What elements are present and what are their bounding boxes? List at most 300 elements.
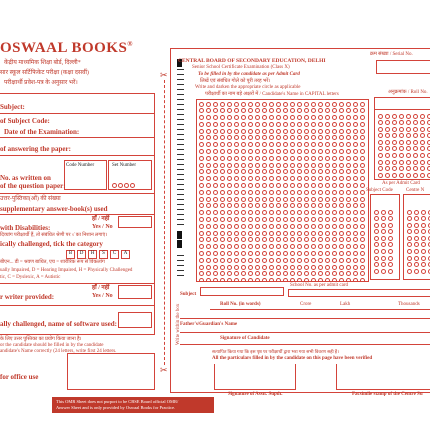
name-bubble[interactable] bbox=[269, 203, 274, 208]
name-bubble[interactable] bbox=[339, 142, 344, 147]
name-bubble[interactable] bbox=[297, 115, 302, 120]
name-bubble[interactable] bbox=[213, 156, 218, 161]
name-bubble[interactable] bbox=[227, 190, 232, 195]
name-bubble[interactable] bbox=[360, 142, 365, 147]
name-bubble[interactable] bbox=[283, 197, 288, 202]
name-bubble[interactable] bbox=[241, 163, 246, 168]
name-bubble[interactable] bbox=[241, 108, 246, 113]
name-bubble[interactable] bbox=[248, 115, 253, 120]
name-bubble[interactable] bbox=[332, 129, 337, 134]
name-bubble[interactable] bbox=[283, 203, 288, 208]
name-bubble[interactable] bbox=[262, 190, 267, 195]
name-bubble[interactable] bbox=[206, 169, 211, 174]
name-bubble[interactable] bbox=[241, 135, 246, 140]
name-bubble[interactable] bbox=[332, 224, 337, 229]
name-bubble[interactable] bbox=[360, 210, 365, 215]
name-bubble[interactable] bbox=[227, 149, 232, 154]
name-bubble[interactable] bbox=[234, 169, 239, 174]
centre-bubble[interactable] bbox=[407, 210, 412, 215]
name-bubble[interactable] bbox=[339, 108, 344, 113]
roll-bubble[interactable] bbox=[385, 173, 390, 178]
name-bubble[interactable] bbox=[227, 122, 232, 127]
name-bubble[interactable] bbox=[311, 122, 316, 127]
name-bubble[interactable] bbox=[353, 135, 358, 140]
name-bubble[interactable] bbox=[276, 197, 281, 202]
name-bubble[interactable] bbox=[213, 217, 218, 222]
name-bubble[interactable] bbox=[241, 156, 246, 161]
centre-bubble[interactable] bbox=[421, 216, 426, 221]
name-bubble[interactable] bbox=[213, 244, 218, 249]
name-bubble[interactable] bbox=[290, 278, 295, 282]
name-bubble[interactable] bbox=[346, 122, 351, 127]
name-bubble[interactable] bbox=[206, 237, 211, 242]
name-bubble[interactable] bbox=[346, 163, 351, 168]
name-bubble[interactable] bbox=[276, 149, 281, 154]
name-bubble[interactable] bbox=[255, 176, 260, 181]
roll-bubble[interactable] bbox=[420, 140, 425, 145]
name-bubble[interactable] bbox=[234, 142, 239, 147]
name-bubble[interactable] bbox=[262, 258, 267, 263]
name-bubble[interactable] bbox=[255, 265, 260, 270]
name-bubble[interactable] bbox=[311, 156, 316, 161]
name-bubble[interactable] bbox=[311, 108, 316, 113]
name-bubble[interactable] bbox=[206, 102, 211, 107]
name-bubble[interactable] bbox=[339, 190, 344, 195]
name-bubble[interactable] bbox=[262, 115, 267, 120]
name-bubble[interactable] bbox=[346, 176, 351, 181]
name-bubble[interactable] bbox=[206, 203, 211, 208]
roll-bubble[interactable] bbox=[392, 153, 397, 158]
name-bubble[interactable] bbox=[276, 231, 281, 236]
name-bubble[interactable] bbox=[241, 190, 246, 195]
category-b[interactable]: B bbox=[66, 250, 75, 259]
name-bubble[interactable] bbox=[325, 142, 330, 147]
roll-bubble[interactable] bbox=[378, 140, 383, 145]
name-bubble[interactable] bbox=[227, 115, 232, 120]
serial-box[interactable] bbox=[376, 60, 430, 74]
name-bubble[interactable] bbox=[325, 149, 330, 154]
name-bubble[interactable] bbox=[248, 231, 253, 236]
name-bubble[interactable] bbox=[325, 115, 330, 120]
name-bubble[interactable] bbox=[220, 156, 225, 161]
name-bubble[interactable] bbox=[325, 217, 330, 222]
name-bubble[interactable] bbox=[241, 149, 246, 154]
name-bubble[interactable] bbox=[283, 163, 288, 168]
name-bubble[interactable] bbox=[276, 156, 281, 161]
name-bubble[interactable] bbox=[234, 135, 239, 140]
name-bubble[interactable] bbox=[290, 149, 295, 154]
roll-bubble[interactable] bbox=[385, 114, 390, 119]
name-bubble[interactable] bbox=[276, 251, 281, 256]
name-bubble[interactable] bbox=[297, 237, 302, 242]
name-bubble[interactable] bbox=[360, 197, 365, 202]
name-bubble[interactable] bbox=[255, 237, 260, 242]
name-bubble[interactable] bbox=[269, 115, 274, 120]
name-bubble[interactable] bbox=[304, 129, 309, 134]
name-bubble[interactable] bbox=[346, 271, 351, 276]
roll-bubble[interactable] bbox=[392, 140, 397, 145]
name-bubble[interactable] bbox=[346, 217, 351, 222]
name-bubble[interactable] bbox=[311, 217, 316, 222]
name-bubble[interactable] bbox=[346, 244, 351, 249]
name-bubble[interactable] bbox=[199, 108, 204, 113]
name-bubble[interactable] bbox=[227, 163, 232, 168]
name-bubble[interactable] bbox=[269, 278, 274, 282]
roll-bubble[interactable] bbox=[378, 166, 383, 171]
name-bubble[interactable] bbox=[234, 251, 239, 256]
name-bubble[interactable] bbox=[297, 210, 302, 215]
name-bubble[interactable] bbox=[199, 163, 204, 168]
name-bubble[interactable] bbox=[227, 251, 232, 256]
name-bubble[interactable] bbox=[325, 156, 330, 161]
name-bubble[interactable] bbox=[262, 149, 267, 154]
roll-bubble[interactable] bbox=[427, 173, 430, 178]
school-no-field[interactable] bbox=[288, 289, 430, 297]
name-bubble[interactable] bbox=[297, 278, 302, 282]
name-bubble[interactable] bbox=[290, 108, 295, 113]
roll-bubble[interactable] bbox=[392, 120, 397, 125]
name-bubble[interactable] bbox=[339, 115, 344, 120]
name-bubble[interactable] bbox=[311, 224, 316, 229]
name-bubble[interactable] bbox=[332, 251, 337, 256]
name-bubble[interactable] bbox=[318, 265, 323, 270]
name-bubble[interactable] bbox=[241, 102, 246, 107]
name-bubble[interactable] bbox=[353, 231, 358, 236]
name-bubble[interactable] bbox=[206, 129, 211, 134]
name-bubble[interactable] bbox=[234, 244, 239, 249]
name-bubble[interactable] bbox=[269, 210, 274, 215]
name-bubble[interactable] bbox=[318, 197, 323, 202]
name-bubble[interactable] bbox=[346, 135, 351, 140]
name-bubble[interactable] bbox=[255, 135, 260, 140]
name-bubble[interactable] bbox=[248, 217, 253, 222]
name-bubble[interactable] bbox=[332, 163, 337, 168]
subject-code-bubble[interactable] bbox=[374, 262, 379, 267]
name-bubble[interactable] bbox=[318, 271, 323, 276]
name-bubble[interactable] bbox=[304, 217, 309, 222]
name-bubble[interactable] bbox=[311, 142, 316, 147]
roll-bubble[interactable] bbox=[427, 114, 430, 119]
name-bubble[interactable] bbox=[290, 169, 295, 174]
name-bubble[interactable] bbox=[311, 237, 316, 242]
name-bubble[interactable] bbox=[199, 115, 204, 120]
name-bubble[interactable] bbox=[346, 237, 351, 242]
name-bubble[interactable] bbox=[248, 210, 253, 215]
name-bubble[interactable] bbox=[206, 108, 211, 113]
name-bubble[interactable] bbox=[318, 203, 323, 208]
name-bubble[interactable] bbox=[304, 203, 309, 208]
name-bubble[interactable] bbox=[199, 210, 204, 215]
subject-code-bubble[interactable] bbox=[388, 223, 393, 228]
name-bubble[interactable] bbox=[234, 190, 239, 195]
name-bubble[interactable] bbox=[346, 149, 351, 154]
name-bubble[interactable] bbox=[220, 237, 225, 242]
name-bubble[interactable] bbox=[283, 244, 288, 249]
name-bubble[interactable] bbox=[304, 251, 309, 256]
name-bubble[interactable] bbox=[220, 190, 225, 195]
name-bubble[interactable] bbox=[276, 258, 281, 263]
name-bubble[interactable] bbox=[290, 203, 295, 208]
name-bubble[interactable] bbox=[325, 190, 330, 195]
name-bubble[interactable] bbox=[206, 265, 211, 270]
name-bubble[interactable] bbox=[360, 271, 365, 276]
name-bubble[interactable] bbox=[276, 169, 281, 174]
name-bubble[interactable] bbox=[297, 203, 302, 208]
name-bubble[interactable] bbox=[283, 258, 288, 263]
roll-bubble[interactable] bbox=[392, 133, 397, 138]
name-bubble[interactable] bbox=[248, 271, 253, 276]
name-bubble[interactable] bbox=[360, 169, 365, 174]
name-bubble[interactable] bbox=[290, 258, 295, 263]
name-bubble[interactable] bbox=[206, 231, 211, 236]
roll-bubble[interactable] bbox=[378, 133, 383, 138]
name-bubble[interactable] bbox=[234, 231, 239, 236]
name-bubble[interactable] bbox=[248, 129, 253, 134]
centre-bubble[interactable] bbox=[421, 256, 426, 261]
name-bubble[interactable] bbox=[318, 258, 323, 263]
name-bubble[interactable] bbox=[311, 258, 316, 263]
name-bubble[interactable] bbox=[206, 115, 211, 120]
subject-code-bubble[interactable] bbox=[381, 229, 386, 234]
name-bubble[interactable] bbox=[213, 122, 218, 127]
name-bubble[interactable] bbox=[346, 115, 351, 120]
name-bubble[interactable] bbox=[262, 271, 267, 276]
name-bubble[interactable] bbox=[220, 135, 225, 140]
name-bubble[interactable] bbox=[248, 190, 253, 195]
name-bubble[interactable] bbox=[283, 251, 288, 256]
name-bubble[interactable] bbox=[318, 217, 323, 222]
name-bubble[interactable] bbox=[304, 176, 309, 181]
centre-bubble[interactable] bbox=[421, 223, 426, 228]
name-bubble[interactable] bbox=[234, 265, 239, 270]
name-bubble[interactable] bbox=[255, 203, 260, 208]
name-bubble[interactable] bbox=[220, 210, 225, 215]
roll-bubble[interactable] bbox=[413, 173, 418, 178]
name-bubble[interactable] bbox=[304, 149, 309, 154]
name-bubble[interactable] bbox=[283, 278, 288, 282]
name-bubble[interactable] bbox=[199, 203, 204, 208]
name-bubble[interactable] bbox=[360, 122, 365, 127]
name-bubble[interactable] bbox=[311, 271, 316, 276]
name-bubble[interactable] bbox=[213, 237, 218, 242]
roll-bubble[interactable] bbox=[413, 133, 418, 138]
roll-bubble[interactable] bbox=[406, 173, 411, 178]
name-bubble[interactable] bbox=[241, 142, 246, 147]
name-bubble[interactable] bbox=[283, 122, 288, 127]
name-bubble[interactable] bbox=[227, 265, 232, 270]
set-bubble-1[interactable] bbox=[112, 183, 117, 188]
name-bubble[interactable] bbox=[213, 149, 218, 154]
name-bubble[interactable] bbox=[318, 135, 323, 140]
name-bubble[interactable] bbox=[269, 251, 274, 256]
name-bubble[interactable] bbox=[283, 224, 288, 229]
name-bubble[interactable] bbox=[213, 251, 218, 256]
name-bubble[interactable] bbox=[269, 258, 274, 263]
centre-bubble[interactable] bbox=[421, 249, 426, 254]
name-bubble[interactable] bbox=[304, 210, 309, 215]
name-bubble[interactable] bbox=[276, 108, 281, 113]
name-bubble[interactable] bbox=[353, 142, 358, 147]
name-bubble[interactable] bbox=[318, 149, 323, 154]
subject-code-bubble[interactable] bbox=[381, 236, 386, 241]
centre-bubble[interactable] bbox=[407, 242, 412, 247]
name-bubble[interactable] bbox=[332, 197, 337, 202]
name-bubble[interactable] bbox=[332, 169, 337, 174]
roll-bubble[interactable] bbox=[399, 120, 404, 125]
name-bubble[interactable] bbox=[262, 237, 267, 242]
name-bubble[interactable] bbox=[262, 122, 267, 127]
name-bubble[interactable] bbox=[241, 169, 246, 174]
name-bubble[interactable] bbox=[297, 135, 302, 140]
name-bubble[interactable] bbox=[255, 224, 260, 229]
name-bubble[interactable] bbox=[360, 135, 365, 140]
name-bubble[interactable] bbox=[346, 258, 351, 263]
name-bubble[interactable] bbox=[325, 169, 330, 174]
name-bubble[interactable] bbox=[304, 142, 309, 147]
name-bubble[interactable] bbox=[332, 156, 337, 161]
name-bubble[interactable] bbox=[227, 129, 232, 134]
name-bubble[interactable] bbox=[283, 231, 288, 236]
name-bubble[interactable] bbox=[283, 129, 288, 134]
name-bubble[interactable] bbox=[234, 129, 239, 134]
name-bubble[interactable] bbox=[206, 183, 211, 188]
name-bubble[interactable] bbox=[304, 102, 309, 107]
name-bubble[interactable] bbox=[220, 102, 225, 107]
name-bubble[interactable] bbox=[255, 210, 260, 215]
software-box[interactable] bbox=[118, 312, 152, 328]
name-bubble[interactable] bbox=[353, 122, 358, 127]
name-bubble[interactable] bbox=[248, 135, 253, 140]
name-bubble[interactable] bbox=[290, 190, 295, 195]
name-bubble[interactable] bbox=[241, 122, 246, 127]
name-bubble[interactable] bbox=[227, 224, 232, 229]
name-bubble[interactable] bbox=[241, 251, 246, 256]
name-bubble[interactable] bbox=[241, 224, 246, 229]
roll-bubble[interactable] bbox=[392, 173, 397, 178]
roll-bubble[interactable] bbox=[378, 146, 383, 151]
name-bubble[interactable] bbox=[304, 169, 309, 174]
name-bubble[interactable] bbox=[304, 237, 309, 242]
name-bubble[interactable] bbox=[318, 190, 323, 195]
roll-bubble[interactable] bbox=[413, 120, 418, 125]
name-bubble[interactable] bbox=[276, 142, 281, 147]
name-bubble[interactable] bbox=[353, 156, 358, 161]
name-bubble[interactable] bbox=[297, 231, 302, 236]
roll-bubble[interactable] bbox=[406, 133, 411, 138]
name-bubble[interactable] bbox=[227, 156, 232, 161]
name-bubble[interactable] bbox=[227, 142, 232, 147]
roll-bubble[interactable] bbox=[420, 160, 425, 165]
centre-bubble[interactable] bbox=[407, 249, 412, 254]
name-bubble[interactable] bbox=[360, 203, 365, 208]
name-bubble[interactable] bbox=[269, 108, 274, 113]
name-bubble[interactable] bbox=[297, 176, 302, 181]
name-bubble[interactable] bbox=[360, 278, 365, 282]
name-bubble[interactable] bbox=[213, 231, 218, 236]
roll-bubble[interactable] bbox=[378, 153, 383, 158]
name-bubble[interactable] bbox=[290, 176, 295, 181]
name-bubble[interactable] bbox=[241, 217, 246, 222]
name-bubble[interactable] bbox=[276, 129, 281, 134]
name-bubble[interactable] bbox=[297, 129, 302, 134]
name-bubble[interactable] bbox=[304, 271, 309, 276]
name-bubble[interactable] bbox=[353, 278, 358, 282]
name-bubble[interactable] bbox=[262, 251, 267, 256]
name-bubble[interactable] bbox=[325, 244, 330, 249]
name-bubble[interactable] bbox=[290, 237, 295, 242]
name-bubble[interactable] bbox=[346, 197, 351, 202]
name-bubble[interactable] bbox=[353, 163, 358, 168]
name-bubble[interactable] bbox=[213, 169, 218, 174]
name-bubble[interactable] bbox=[220, 129, 225, 134]
name-bubble[interactable] bbox=[276, 163, 281, 168]
name-bubble[interactable] bbox=[325, 183, 330, 188]
name-bubble[interactable] bbox=[290, 217, 295, 222]
name-bubble[interactable] bbox=[248, 183, 253, 188]
name-bubble[interactable] bbox=[360, 129, 365, 134]
name-bubble[interactable] bbox=[297, 224, 302, 229]
name-bubble[interactable] bbox=[332, 237, 337, 242]
name-bubble[interactable] bbox=[290, 115, 295, 120]
name-bubble[interactable] bbox=[332, 142, 337, 147]
name-bubble[interactable] bbox=[353, 210, 358, 215]
name-bubble[interactable] bbox=[290, 231, 295, 236]
name-bubble[interactable] bbox=[318, 122, 323, 127]
roll-bubble[interactable] bbox=[406, 140, 411, 145]
name-bubble[interactable] bbox=[199, 244, 204, 249]
name-bubble[interactable] bbox=[332, 135, 337, 140]
name-bubble[interactable] bbox=[213, 129, 218, 134]
name-bubble[interactable] bbox=[304, 190, 309, 195]
roll-bubble[interactable] bbox=[406, 166, 411, 171]
centre-bubble[interactable] bbox=[414, 262, 419, 267]
subject-code-bubble[interactable] bbox=[381, 210, 386, 215]
roll-bubble[interactable] bbox=[427, 127, 430, 132]
centre-bubble[interactable] bbox=[407, 229, 412, 234]
name-bubble[interactable] bbox=[227, 176, 232, 181]
name-bubble[interactable] bbox=[248, 142, 253, 147]
name-bubble[interactable] bbox=[269, 217, 274, 222]
roll-bubble[interactable] bbox=[420, 166, 425, 171]
name-bubble[interactable] bbox=[276, 217, 281, 222]
name-bubble[interactable] bbox=[283, 265, 288, 270]
roll-bubble[interactable] bbox=[406, 114, 411, 119]
name-bubble[interactable] bbox=[290, 102, 295, 107]
subject-field[interactable] bbox=[200, 287, 284, 296]
name-bubble[interactable] bbox=[297, 149, 302, 154]
roll-bubble[interactable] bbox=[427, 160, 430, 165]
name-bubble[interactable] bbox=[262, 244, 267, 249]
name-bubble[interactable] bbox=[206, 197, 211, 202]
name-bubble[interactable] bbox=[276, 135, 281, 140]
name-bubble[interactable] bbox=[339, 149, 344, 154]
name-bubble[interactable] bbox=[353, 183, 358, 188]
name-bubble[interactable] bbox=[269, 197, 274, 202]
roll-bubble[interactable] bbox=[399, 140, 404, 145]
name-bubble[interactable] bbox=[325, 102, 330, 107]
name-bubble[interactable] bbox=[325, 278, 330, 282]
roll-bubble[interactable] bbox=[392, 146, 397, 151]
name-bubble[interactable] bbox=[255, 122, 260, 127]
name-bubble[interactable] bbox=[241, 115, 246, 120]
subject-code-bubble[interactable] bbox=[381, 262, 386, 267]
name-bubble[interactable] bbox=[360, 224, 365, 229]
name-bubble[interactable] bbox=[255, 156, 260, 161]
name-bubble[interactable] bbox=[283, 190, 288, 195]
name-bubble[interactable] bbox=[234, 176, 239, 181]
roll-bubble[interactable] bbox=[427, 153, 430, 158]
name-bubble[interactable] bbox=[325, 251, 330, 256]
